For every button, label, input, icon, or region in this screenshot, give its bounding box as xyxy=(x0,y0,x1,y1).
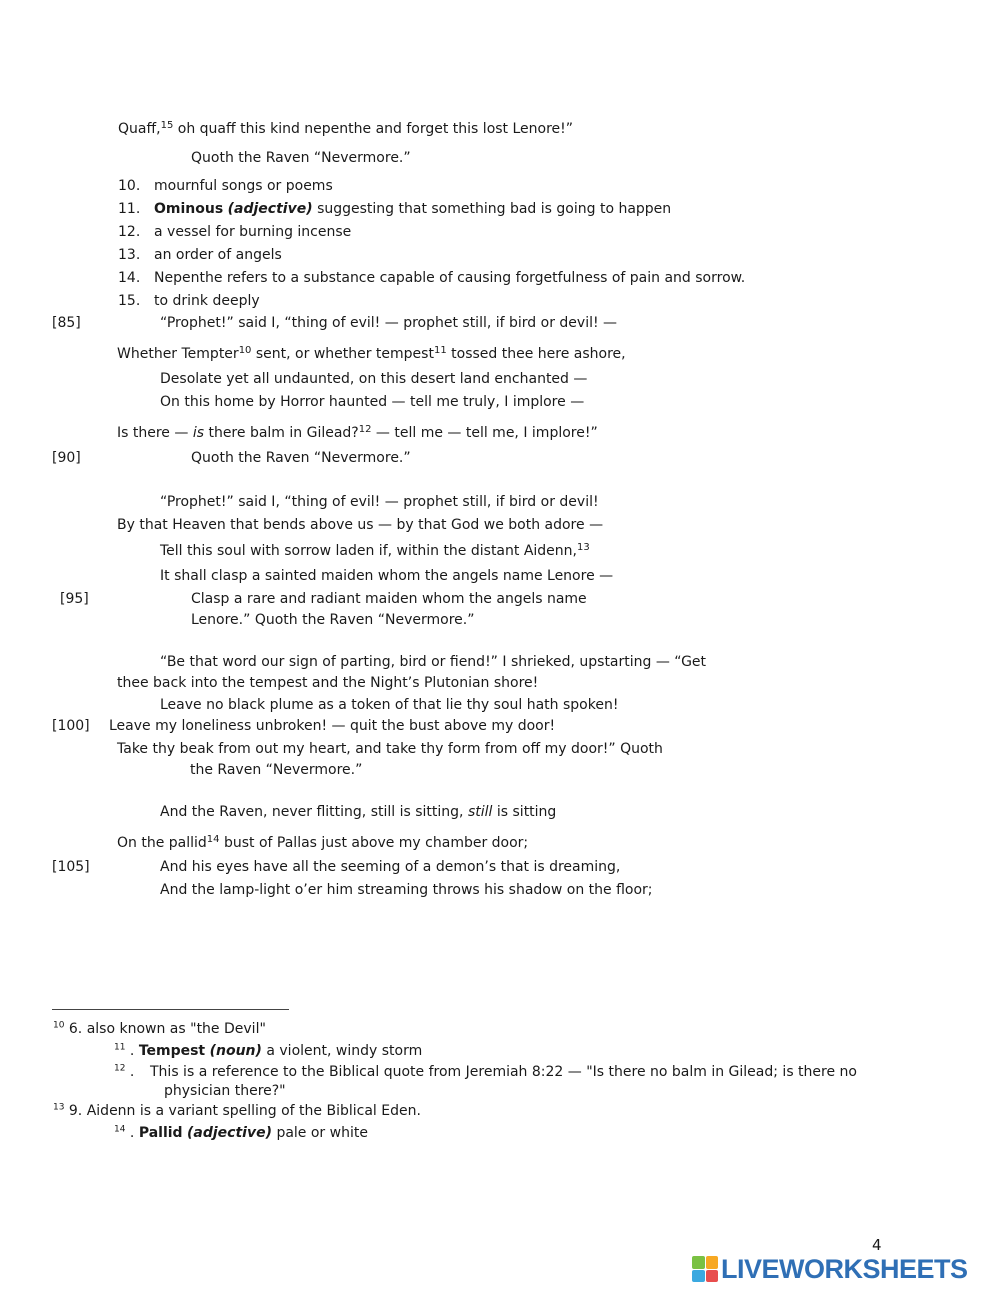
line-number: [105] xyxy=(52,859,90,875)
poem-line: And his eyes have all the seeming of a demon’s that is dreaming, xyxy=(160,859,621,875)
footnote: $^{10}$ 6. also known as "the Devil" xyxy=(53,1020,266,1037)
liveworksheets-icon xyxy=(692,1256,718,1282)
poem-line: Clasp a rare and radiant maiden whom the angels name xyxy=(191,591,587,607)
poem-line: Leave my loneliness unbroken! — quit the bust above my door! xyxy=(109,718,556,734)
poem-line: “Be that word our sign of parting, bird or fiend!” I shrieked, upstarting — “Get xyxy=(160,654,707,670)
poem-line: It shall clasp a sainted maiden whom the angels name Lenore — xyxy=(160,568,614,584)
poem-line: And the Raven, never flitting, still is sitting, still is sitting xyxy=(160,804,557,820)
poem-line: Quoth the Raven “Nevermore.” xyxy=(191,450,411,466)
line-number: [85] xyxy=(52,315,81,331)
line-number: [95] xyxy=(60,591,89,607)
poem-line: On this home by Horror haunted — tell me truly, I implore — xyxy=(160,394,585,410)
poem-line: Quoth the Raven “Nevermore.” xyxy=(191,150,411,166)
poem-line: Lenore.” Quoth the Raven “Nevermore.” xyxy=(191,612,475,628)
poem-line: Is there — is there balm in Gilead?$^{12}$ — tell me — tell me, I implore!” xyxy=(117,424,598,441)
glossary-item: 12. a vessel for burning incense xyxy=(118,224,352,240)
poem-line: Leave no black plume as a token of that lie thy soul hath spoken! xyxy=(160,697,619,713)
footnote: $^{11}$ . Tempest (noun) a violent, windy storm xyxy=(114,1042,423,1059)
poem-line: the Raven “Nevermore.” xyxy=(190,762,363,778)
poem-line: Quaff,$^{15}$ oh quaff this kind nepenthe and forget this lost Lenore!” xyxy=(118,120,574,137)
poem-line: thee back into the tempest and the Night’s Plutonian shore! xyxy=(117,675,539,691)
brand-name: LIVEWORKSHEETS xyxy=(721,1253,968,1284)
footnote-text: This is a reference to the Biblical quote from Jeremiah 8:22 — "Is there no balm in Gilead; is there no xyxy=(150,1064,857,1080)
footnote-text: physician there?" xyxy=(164,1083,286,1099)
page-number: 4 xyxy=(872,1236,882,1254)
glossary-item: 14. Nepenthe refers to a substance capable of causing forgetfulness of pain and sorrow. xyxy=(118,270,746,286)
glossary-item: 10. mournful songs or poems xyxy=(118,178,333,194)
footnote: $^{13}$ 9. Aidenn is a variant spelling of the Biblical Eden. xyxy=(53,1102,421,1119)
poem-line: Whether Tempter$^{10}$ sent, or whether tempest$^{11}$ tossed thee here ashore, xyxy=(117,345,626,362)
poem-line: By that Heaven that bends above us — by that God we both adore — xyxy=(117,517,604,533)
line-number: [100] xyxy=(52,718,90,734)
poem-line: “Prophet!” said I, “thing of evil! — prophet still, if bird or devil! — xyxy=(160,315,618,331)
footnote: $^{12}$ . xyxy=(114,1063,135,1080)
poem-line: “Prophet!” said I, “thing of evil! — prophet still, if bird or devil! xyxy=(160,494,599,510)
line-number: [90] xyxy=(52,450,81,466)
glossary-item: 15. to drink deeply xyxy=(118,293,260,309)
glossary-item: 11. Ominous (adjective) suggesting that something bad is going to happen xyxy=(118,201,672,217)
footnote: $^{14}$ . Pallid (adjective) pale or white xyxy=(114,1124,368,1141)
footnote-divider xyxy=(52,1009,289,1010)
glossary-item: 13. an order of angels xyxy=(118,247,282,263)
poem-line: Desolate yet all undaunted, on this desert land enchanted — xyxy=(160,371,588,387)
poem-line: Tell this soul with sorrow laden if, within the distant Aidenn,$^{13}$ xyxy=(160,542,590,559)
poem-line: Take thy beak from out my heart, and take thy form from off my door!” Quoth xyxy=(117,741,663,757)
poem-line: And the lamp-light o’er him streaming throws his shadow on the floor; xyxy=(160,882,653,898)
liveworksheets-logo[interactable] xyxy=(692,1254,968,1284)
poem-line: On the pallid$^{14}$ bust of Pallas just above my chamber door; xyxy=(117,834,529,851)
